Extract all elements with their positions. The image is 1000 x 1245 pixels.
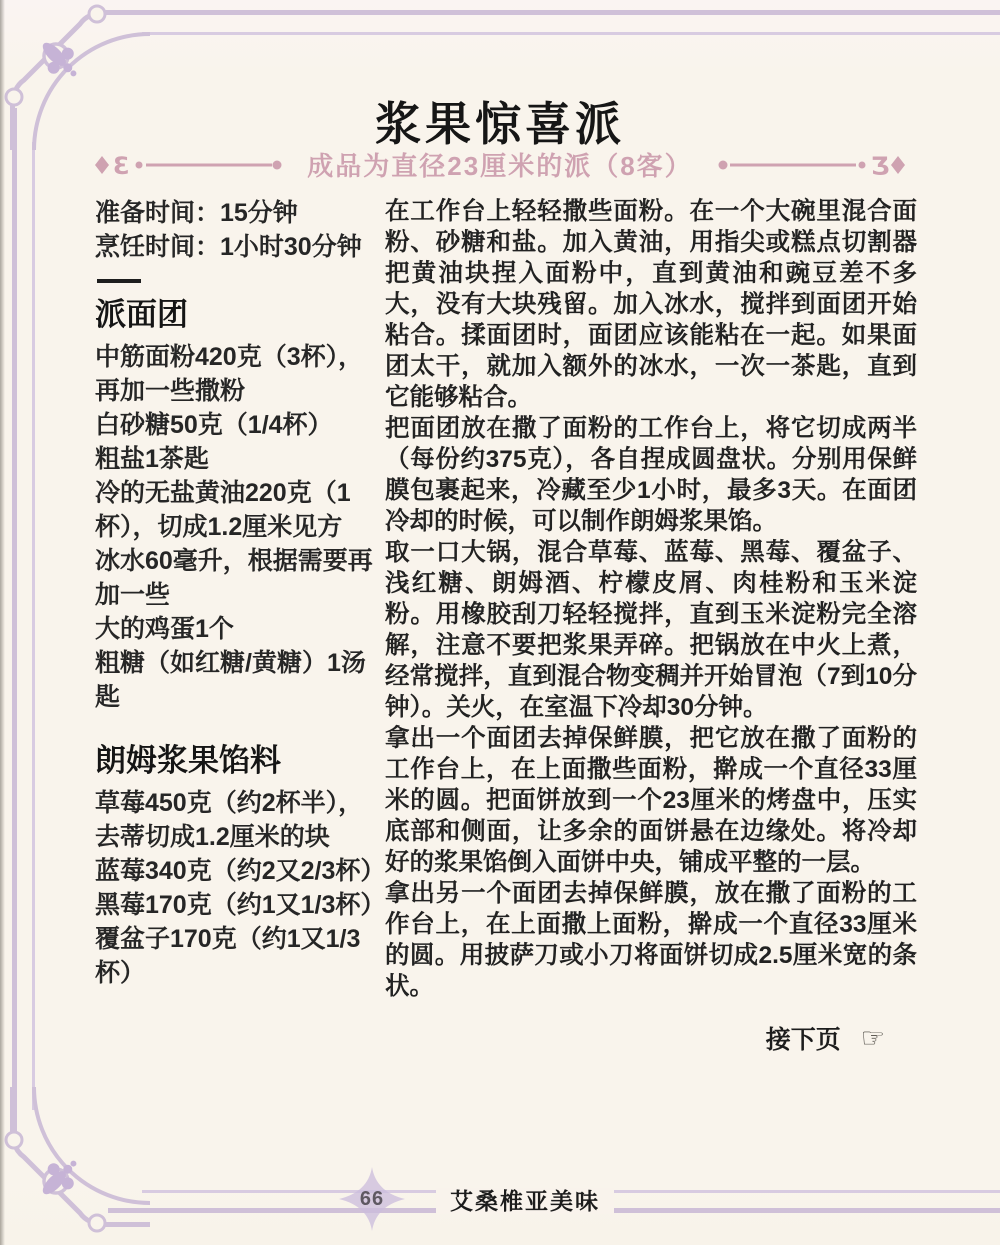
ingredient-item: 覆盆子170克（约1又1/3杯）: [95, 925, 361, 987]
filling-section-heading: 朗姆浆果馅料: [95, 743, 281, 778]
dough-ingredient-list: [95, 340, 387, 714]
cook-time: 烹饪时间：1小时30分钟: [95, 233, 362, 261]
continuation-label: 接下页: [765, 1026, 841, 1054]
frame-left-outer-line: [12, 108, 17, 1140]
ingredient-item: 白砂糖50克（1/4杯）: [95, 411, 333, 439]
continuation-marker: [766, 1020, 885, 1056]
ingredient-item: 中筋面粉420克（3杯），再加一些撒粉: [95, 343, 364, 405]
book-title: 艾桑椎亚美味: [25, 1183, 1000, 1216]
ingredient-item: 黑莓170克（约1又1/3杯）: [95, 891, 386, 919]
ingredient-item: 粗糖（如红糖/黄糖）1汤匙: [95, 649, 366, 711]
instruction-paragraph: 拿出另一个面团去掉保鲜膜，放在撒了面粉的工作台上，在上面撒上面粉，擀成一个直径33厘米的圆。用披萨刀或小刀将面饼切成2.5厘米宽的条状。: [385, 880, 917, 1000]
flourish-left-icon: [93, 152, 293, 178]
frame-top-outer-line: [108, 10, 1000, 15]
filling-ingredient-list: [95, 786, 387, 990]
ingredient-item: 冷的无盐黄油220克（1杯），切成1.2厘米见方: [95, 479, 351, 541]
instructions-column: [385, 196, 917, 1002]
ingredient-item: 大的鸡蛋1个: [95, 615, 234, 643]
pointing-hand-icon: ☞: [860, 1022, 885, 1053]
instruction-paragraph: 取一口大锅，混合草莓、蓝莓、黑莓、覆盆子、浅红糖、朗姆酒、柠檬皮屑、肉桂粉和玉米淀粉。用橡胶刮刀轻轻搅拌，直到玉米淀粉完全溶解，注意不要把浆果弄碎。把锅放在中火上煮，经常搅拌，直到混合物变稠并开始冒泡（7到10分钟）。关火，在室温下冷却30分钟。: [385, 539, 917, 721]
svg-text:Ɛ: Ɛ: [113, 151, 130, 178]
page-number: 66: [359, 1187, 385, 1210]
instruction-paragraph: 在工作台上轻轻撒些面粉。在一个大碗里混合面粉、砂糖和盐。加入黄油，用指尖或糕点切割器把黄油块捏入面粉中，直到黄油和豌豆差不多大，没有大块残留。加入冰水，搅拌到面团开始粘合。揉面团时，面团应该能粘在一起。如果面团太干，就加入额外的冰水，一次一茶匙，直到它能够粘合。: [385, 198, 917, 411]
dough-section-heading: 派面团: [95, 297, 188, 332]
ingredient-item: 蓝莓340克（约2又2/3杯）: [95, 857, 386, 885]
recipe-subtitle: 成品为直径23厘米的派（8客）: [307, 151, 693, 181]
instruction-paragraph: 把面团放在撒了面粉的工作台上，将它切成两半（每份约375克），各自捏成圆盘状。分别用保鲜膜包裹起来，冷藏至少1小时，最多3天。在面团冷却的时候，可以制作朗姆浆果馅。: [385, 415, 917, 535]
flourish-right-icon: [707, 152, 907, 178]
frame-left-inner-line: [32, 142, 35, 1110]
instruction-paragraph: 拿出一个面团去掉保鲜膜，把它放在撒了面粉的工作台上，在上面撒些面粉，擀成一个直径33厘米的圆。把面饼放到一个23厘米的烤盘中，压实底部和侧面，让多余的面饼悬在边缘处。将冷却好的浆果馅倒入面饼中央，铺成平整的一层。: [385, 725, 917, 876]
prep-time: 准备时间：15分钟: [95, 199, 298, 227]
section-divider: [97, 279, 141, 283]
subtitle-row: [0, 146, 1000, 183]
frame-top-inner-line: [142, 32, 1000, 35]
ingredient-item: 冰水60毫升，根据需要再加一些: [95, 547, 373, 609]
recipe-title: 浆果惊喜派: [375, 98, 625, 150]
svg-text:Ʒ: Ʒ: [870, 151, 890, 178]
scan-edge-shadow: [0, 0, 5, 1245]
ingredient-item: 粗盐1茶匙: [95, 445, 209, 473]
ingredient-item: 草莓450克（约2杯半），去蒂切成1.2厘米的块: [95, 789, 364, 851]
ingredients-column: [95, 196, 387, 990]
